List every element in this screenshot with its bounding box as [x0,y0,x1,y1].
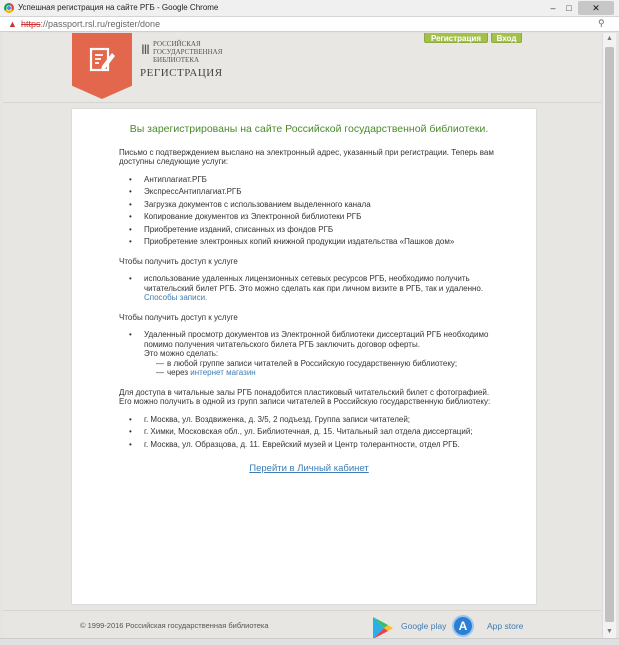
list-item: • Антиплагиат.РГБ [129,175,499,185]
warning-triangle-icon[interactable]: ▲ [8,19,17,29]
access-text: Удаленный просмотр документов из Электронной библиотеки диссертаций РГБ необходимо помимо получения читательского билета РГБ заключить договор оферты. [144,330,489,349]
copyright-text: © 1999-2016 Российская государственная библиотека [80,621,269,630]
url-scheme: https [21,19,41,29]
scroll-up-icon[interactable]: ▲ [606,35,613,42]
success-headline: Вы зарегистрированы на сайте Российской государственной библиотеки. [129,123,489,135]
option-item [144,368,499,378]
personal-cabinet-link[interactable]: Перейти в Личный кабинет [249,463,369,474]
can-do-label: Это можно сделать: [144,349,219,358]
content-card [71,108,537,605]
address-bar[interactable] [0,17,619,32]
reading-rooms-text: Для доступа в читальные залы РГБ понадобится пластиковый читательский билет с фотографией. Его можно получить в одной из групп записи читателей в Российскую государственную библиотеку: [119,387,491,406]
maximize-button[interactable]: □ [566,3,572,13]
app-store-link[interactable] [452,615,532,637]
list-item [129,274,499,303]
window-titlebar [0,0,619,17]
vertical-scrollbar[interactable] [602,33,616,638]
access-label: Чтобы получить доступ к услуге [119,256,238,266]
list-item: • г. Москва, ул. Воздвиженка, д. 3/5, 2 подъезд. Группа записи читателей; [129,415,499,425]
list-item: • г. Химки, Московская обл., ул. Библиотечная, д. 15. Читальный зал отдела диссертаций; [129,427,499,437]
page-title: РЕГИСТРАЦИЯ [140,67,223,79]
scroll-down-icon[interactable]: ▼ [606,628,613,635]
list-item [129,330,499,378]
services-list [129,175,499,247]
registration-badge [72,33,132,99]
list-item: • ЭкспрессАнтиплагиат.РГБ [129,187,499,197]
scrollbar-thumb[interactable] [605,47,614,622]
taskbar-strip [0,638,619,645]
columns-icon: Ⅲ [141,42,150,57]
access-label: Чтобы получить доступ к услуге [119,312,238,322]
enrollment-methods-link[interactable]: Способы записи. [144,293,208,302]
library-name: РОССИЙСКАЯ ГОСУДАРСТВЕННАЯ БИБЛИОТЕКА [153,40,223,64]
site-header [3,33,601,103]
window-title: Успешная регистрация на сайте РГБ - Google Chrome [18,3,219,12]
minimize-button[interactable]: – [550,3,556,13]
pin-icon[interactable]: ⚲ [598,18,605,28]
list-item: • г. Москва, ул. Образцова, д. 11. Еврейский музей и Центр толерантности, отдел РГБ. [129,440,499,450]
google-play-link[interactable] [369,615,459,637]
url-text[interactable] [21,19,160,30]
list-item: • Загрузка документов с использованием выделенного канала [129,200,499,210]
app-store-icon: A [452,615,474,637]
access-list-2 [129,330,499,378]
close-button[interactable]: ✕ [578,1,614,15]
site-footer [3,610,601,638]
page-viewport [3,33,601,638]
option-prefix: через [167,368,189,377]
access-list-1 [129,274,499,303]
google-play-label: Google play [401,621,447,631]
google-play-icon [369,615,395,638]
login-button[interactable]: Вход [491,33,522,43]
access-text: использование удаленных лицензионных сетевых ресурсов РГБ, необходимо получить читательский билет РГБ. Это можно сделать как при личном визите в РГБ, так и удаленно. [144,274,484,293]
url-path: ://passport.rsl.ru/register/done [40,19,161,29]
option-item: — в любой группе записи читателей в Российскую государственную библиотеку; [144,359,499,369]
register-button[interactable]: Регистрация [424,33,488,43]
addresses-list [129,415,499,450]
list-item: • Копирование документов из Электронной библиотеки РГБ [129,212,499,222]
online-shop-link[interactable]: интернет магазин [190,368,256,377]
intro-text: Письмо с подтверждением выслано на электронный адрес, указанный при регистрации. Теперь вам доступны следующие услуги: [119,147,494,166]
list-item: • Приобретение изданий, списанных из фондов РГБ [129,225,499,235]
app-store-label: App store [487,621,524,631]
chrome-icon [4,3,14,13]
list-item: • Приобретение электронных копий книжной продукции издательства «Пашков дом» [129,237,499,247]
cabinet-link-row [119,463,499,474]
edit-document-icon [88,45,116,73]
